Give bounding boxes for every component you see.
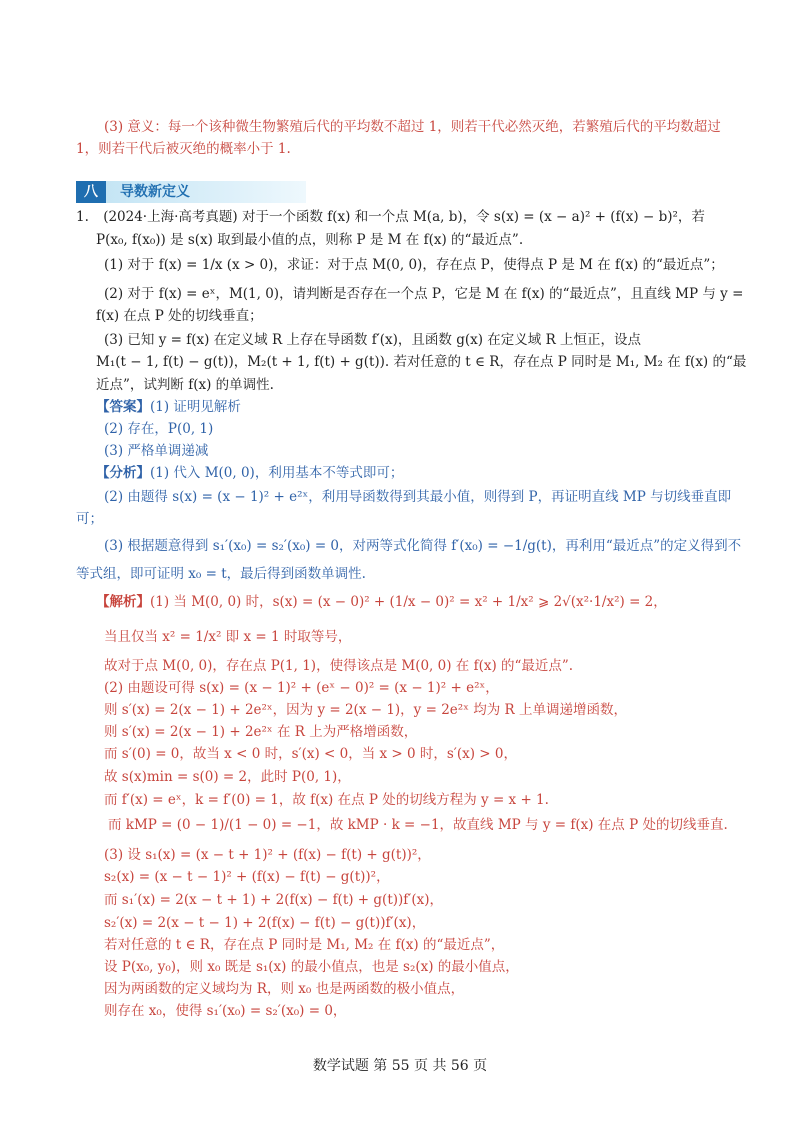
- answer-2: (2) 存在，P(0, 1): [104, 421, 214, 437]
- problem-line-2: P(x₀, f(x₀)) 是 s(x) 取到最小值的点，则称 P 是 M 在 f(x) 的“最近点”.: [96, 232, 524, 248]
- problem-line-1: [76, 207, 705, 227]
- solution-16: 设 P(x₀, y₀)，则 x₀ 既是 s₁(x) 的最小值点，也是 s₂(x) 的最小值点，: [104, 959, 519, 975]
- solution-13: 而 s₁′(x) = 2(x − t + 1) + 2(f(x) − f(t) + g(t))f′(x)，: [104, 892, 443, 908]
- solution-8: 故 s(x)min = s(0) = 2，此时 P(0, 1)，: [104, 769, 351, 785]
- analysis-1: (1) 代入 M(0, 0)，利用基本不等式即可；: [150, 465, 404, 481]
- problem-part-2b: f(x) 在点 P 处的切线垂直；: [96, 308, 263, 324]
- intro-line-1: (3) 意义：每一个该种微生物繁殖后代的平均数不超过 1，则若干代必然灭绝，若繁殖后代的平均数超过: [104, 119, 721, 135]
- problem-number: 1.: [76, 209, 89, 225]
- solution-14: s₂′(x) = 2(x − t − 1) + 2(f(x) − f(t) − g(t))f′(x)，: [104, 915, 426, 931]
- problem-source: (2024·上海·高考真题): [103, 209, 238, 225]
- solution-10: 而 kMP = (0 − 1)/(1 − 0) = −1，故 kMP · k = −1，故直线 MP 与 y = f(x) 在点 P 处的切线垂直.: [108, 817, 728, 833]
- solution-3: 故对于点 M(0, 0)，存在点 P(1, 1)，使得该点是 M(0, 0) 在 f(x) 的“最近点”.: [104, 658, 574, 674]
- analysis-3: 可；: [76, 511, 103, 527]
- solution-9: 而 f′(x) = eˣ，k = f′(0) = 1，故 f(x) 在点 P 处的切线方程为 y = x + 1.: [104, 792, 549, 808]
- solution-17: 因为两函数的定义域均为 R，则 x₀ 也是两函数的极小值点，: [104, 981, 465, 997]
- problem-part-3c: 近点”，试判断 f(x) 的单调性.: [96, 377, 274, 393]
- solution-7: 而 s′(0) = 0，故当 x < 0 时，s′(x) < 0，当 x > 0 时，s′(x) > 0，: [104, 746, 517, 762]
- problem-part-1: (1) 对于 f(x) = 1/x (x > 0)，求证：对于点 M(0, 0)，存在点 P，使得点 P 是 M 在 f(x) 的“最近点”；: [104, 257, 724, 273]
- intro-line-2: 1，则若干代后被灭绝的概率小于 1.: [76, 141, 291, 157]
- solution-5: 则 s′(x) = 2(x − 1) + 2e²ˣ，因为 y = 2(x − 1)，y = 2e²ˣ 均为 R 上单调递增函数，: [104, 702, 627, 718]
- answer-line-1: [96, 397, 241, 417]
- problem-part-3b: M₁(t − 1, f(t) − g(t))，M₂(t + 1, f(t) + g(t)). 若对任意的 t ∈ R，存在点 P 同时是 M₁, M₂ 在 f(x) 的“最: [96, 354, 747, 370]
- section-number: 八: [76, 181, 106, 203]
- section-header: [76, 181, 306, 203]
- problem-part-3a: (3) 已知 y = f(x) 在定义域 R 上存在导函数 f′(x)，且函数 g(x) 在定义域 R 上恒正，设点: [104, 332, 642, 348]
- solution-4: (2) 由题设可得 s(x) = (x − 1)² + (eˣ − 0)² = (x − 1)² + e²ˣ，: [104, 680, 499, 696]
- analysis-2: (2) 由题得 s(x) = (x − 1)² + e²ˣ，利用导函数得到其最小值，则得到 P，再证明直线 MP 与切线垂直即: [104, 489, 732, 505]
- analysis-line-1: [96, 463, 403, 483]
- section-title: 导数新定义: [120, 184, 190, 200]
- solution-11: (3) 设 s₁(x) = (x − t + 1)² + (f(x) − f(t) + g(t))²，: [104, 847, 431, 863]
- page-footer: 数学试题 第 55 页 共 56 页: [312, 1058, 488, 1074]
- solution-18: 则存在 x₀，使得 s₁′(x₀) = s₂′(x₀) = 0，: [104, 1003, 347, 1019]
- solution-label: 【解析】: [96, 594, 150, 610]
- answer-1: (1) 证明见解析: [150, 399, 241, 415]
- solution-6: 则 s′(x) = 2(x − 1) + 2e²ˣ 在 R 上为严格增函数，: [104, 724, 418, 740]
- problem-text-1: 对于一个函数 f(x) 和一个点 M(a, b)，令 s(x) = (x − a)² + (f(x) − b)²，若: [241, 209, 705, 225]
- solution-1: (1) 当 M(0, 0) 时，s(x) = (x − 0)² + (1/x − 0)² = x² + 1/x² ⩾ 2√(x²·1/x²) = 2，: [150, 594, 667, 610]
- solution-2: 当且仅当 x² = 1/x² 即 x = 1 时取等号，: [104, 629, 352, 645]
- problem-part-2a: (2) 对于 f(x) = eˣ，M(1, 0)，请判断是否存在一个点 P，它是 M 在 f(x) 的“最近点”，且直线 MP 与 y =: [104, 286, 744, 302]
- answer-3: (3) 严格单调递减: [104, 443, 209, 459]
- solution-15: 若对任意的 t ∈ R，存在点 P 同时是 M₁, M₂ 在 f(x) 的“最近点”，: [104, 937, 505, 953]
- analysis-label: 【分析】: [96, 465, 150, 481]
- analysis-5: 等式组，即可证明 x₀ = t，最后得到函数单调性.: [76, 566, 366, 582]
- solution-12: s₂(x) = (x − t − 1)² + (f(x) − f(t) − g(t))²，: [104, 869, 390, 885]
- analysis-4: (3) 根据题意得到 s₁′(x₀) = s₂′(x₀) = 0，对两等式化简得 f′(x₀) = −1/g(t)，再利用“最近点”的定义得到不: [104, 538, 742, 554]
- solution-line-1: [96, 592, 667, 612]
- answer-label: 【答案】: [96, 399, 150, 415]
